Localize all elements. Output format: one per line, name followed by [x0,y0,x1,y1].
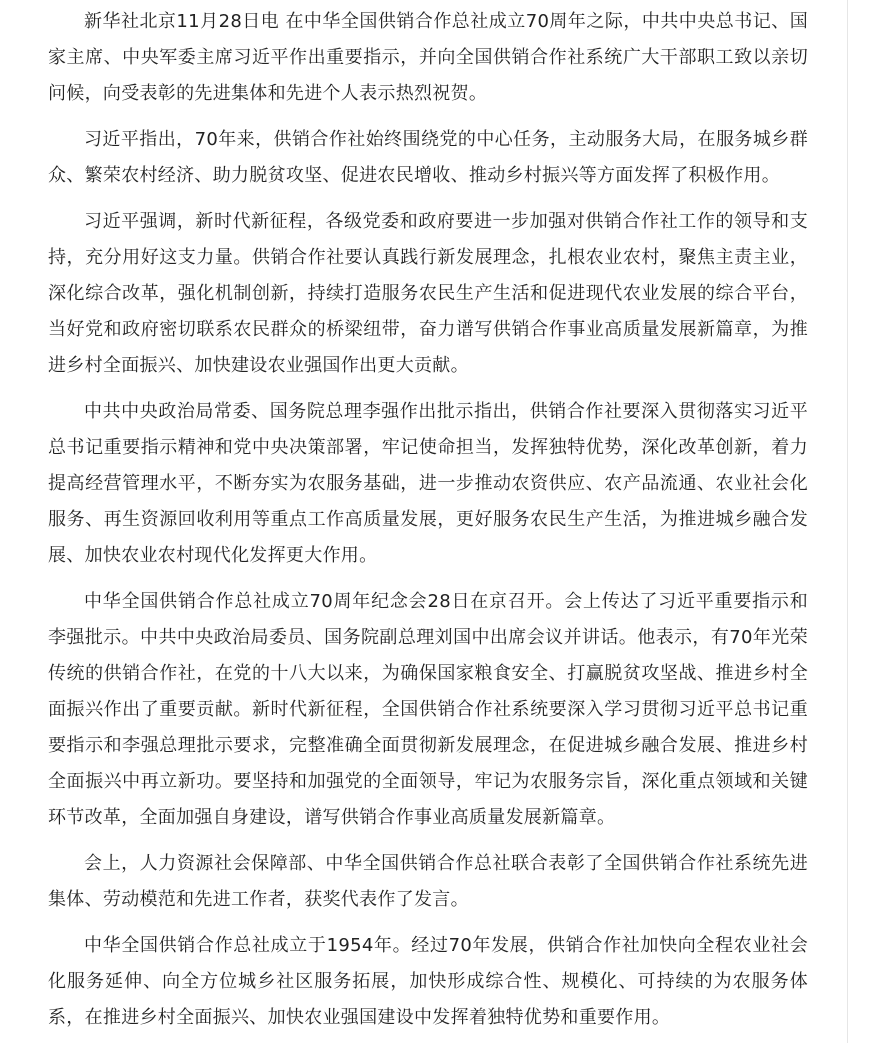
article-paragraph: 中华全国供销合作总社成立70周年纪念会28日在京召开。会上传达了习近平重要指示和李强批示。中共中央政治局委员、国务院副总理刘国中出席会议并讲话。他表示，有70年光荣传统的供销合作社，在党的十八大以来，为确保国家粮食安全、打赢脱贫攻坚战、推进乡村全面振兴作出了重要贡献。新时代新征程，全国供销合作社系统要深入学习贯彻习近平总书记重要指示和李强总理批示要求，完整准确全面贯彻新发展理念，在促进城乡融合发展、推进乡村全面振兴中再立新功。要坚持和加强党的全面领导，牢记为农服务宗旨，深化重点领域和关键环节改革，全面加强自身建设，谱写供销合作事业高质量发展新篇章。 [48,591,808,828]
article-paragraph: 习近平强调，新时代新征程，各级党委和政府要进一步加强对供销合作社工作的领导和支持，充分用好这支力量。供销合作社要认真践行新发展理念，扎根农业农村，聚焦主责主业，深化综合改革，强化机制创新，持续打造服务农民生产生活和促进现代农业发展的综合平台，当好党和政府密切联系农民群众的桥梁纽带，奋力谱写供销合作事业高质量发展新篇章，为推进乡村全面振兴、加快建设农业强国作出更大贡献。 [48,211,808,376]
article-paragraph: 会上，人力资源社会保障部、中华全国供销合作总社联合表彰了全国供销合作社系统先进集体、劳动模范和先进工作者，获奖代表作了发言。 [48,853,808,910]
article-paragraph: 新华社北京11月28日电 在中华全国供销合作总社成立70周年之际，中共中央总书记、国家主席、中央军委主席习近平作出重要指示，并向全国供销合作社系统广大干部职工致以亲切问候，向受表彰的先进集体和先进个人表示热烈祝贺。 [48,11,808,104]
article-paragraph: 中共中央政治局常委、国务院总理李强作出批示指出，供销合作社要深入贯彻落实习近平总书记重要指示精神和党中央决策部署，牢记使命担当，发挥独特优势，深化改革创新，着力提高经营管理水平，不断夯实为农服务基础，进一步推动农资供应、农产品流通、农业社会化服务、再生资源回收利用等重点工作高质量发展，更好服务农民生产生活，为推进城乡融合发展、加快农业农村现代化发挥更大作用。 [48,401,808,566]
article-body [48,4,808,1036]
article-paragraph: 中华全国供销合作总社成立于1954年。经过70年发展，供销合作社加快向全程农业社会化服务延伸、向全方位城乡社区服务拓展，加快形成综合性、规模化、可持续的为农服务体系，在推进乡村全面振兴、加快农业强国建设中发挥着独特优势和重要作用。 [48,935,808,1028]
article-paragraph: 习近平指出，70年来，供销合作社始终围绕党的中心任务，主动服务大局，在服务城乡群众、繁荣农村经济、助力脱贫攻坚、促进农民增收、推动乡村振兴等方面发挥了积极作用。 [48,129,808,186]
